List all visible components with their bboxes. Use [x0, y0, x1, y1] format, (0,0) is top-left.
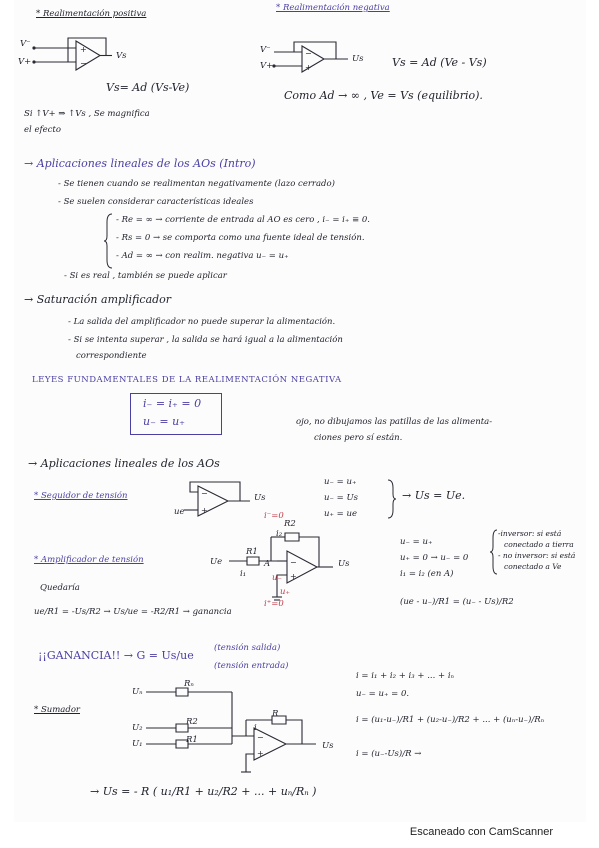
summing-amplifier-diagram	[146, 680, 336, 780]
saturation-bullet-1: - La salida del amplificador no puede superar la alimentación.	[68, 317, 336, 327]
amp-uminus-label: u₋	[272, 573, 282, 583]
pos-vminus-label: V⁻	[20, 39, 31, 49]
amp-eq-4: (ue - u₋)/R1 = (u₋ - Us)/R2	[400, 597, 514, 607]
amp-ue-label: Ue	[210, 557, 223, 567]
pos-feedback-equation: Vs= Ad (Vs-Ve)	[106, 81, 190, 94]
gain-note-input: (tensión entrada)	[214, 661, 289, 671]
adder-r1-label: R1	[186, 735, 198, 745]
gain-note-output: (tensión salida)	[214, 643, 281, 653]
follower-brace	[386, 478, 396, 520]
amp-eq-3: i₁ = i₂ (en A)	[400, 569, 454, 579]
pos-vs-label: Vs	[116, 51, 127, 61]
negative-feedback-title: * Realimentación negativa	[276, 3, 390, 13]
positive-feedback-title: * Realimentación positiva	[36, 9, 147, 19]
adder-eq-1: i = i₁ + i₂ + i₃ + ... + iₙ	[356, 671, 454, 681]
amp-note-1: -inversor: si está	[498, 529, 562, 538]
adder-final-formula: → Us = - R ( u₁/R1 + u₂/R2 + ... + uₙ/Rₙ )	[90, 785, 317, 798]
laws-aside-1: ojo, no dibujamos las patillas de las alimenta-	[296, 417, 493, 427]
law-currents: i₋ = i₊ = 0	[143, 397, 202, 410]
laws-title: LEYES FUNDAMENTALES DE LA REALIMENTACIÓN NEGATIVA	[32, 375, 342, 385]
follower-title: * Seguidor de tensión	[34, 491, 128, 501]
intro-title: → Aplicaciones lineales de los AOs (Intro)	[24, 157, 256, 170]
amp-eq-1: u₋ = u₊	[400, 537, 433, 547]
neg-vminus-label: V⁻	[260, 45, 271, 55]
svg-text:−: −	[257, 733, 264, 742]
svg-text:+: +	[305, 63, 312, 72]
follower-eq-3: u₊ = ue	[324, 509, 357, 519]
amp-uplus-label: u₊	[280, 587, 290, 597]
intro-ideal-2: - Rs = 0 → se comporta como una fuente ideal de tensión.	[116, 233, 365, 243]
amp-i1-label: i₁	[240, 569, 247, 579]
adder-r-label: R	[272, 709, 279, 719]
amp-r1-label: R1	[246, 547, 258, 557]
adder-title: * Sumador	[34, 705, 80, 715]
svg-text:−: −	[290, 558, 297, 567]
follower-us-label: Us	[254, 493, 266, 503]
scanner-watermark: Escaneado con CamScanner	[409, 826, 553, 838]
saturation-bullet-3: correspondiente	[76, 351, 147, 361]
amp-iplus-note: i⁺=0	[264, 599, 284, 609]
adder-eq-4: i = (u₋-Us)/R →	[356, 749, 422, 759]
adder-eq-3: i = (u₁-u₋)/R1 + (u₂-u₋)/R2 + ... + (uₙ-u₋)/Rₙ	[356, 715, 545, 725]
intro-ideal-1: - Re = ∞ → corriente de entrada al AO es cero , i₋ = i₊ ≡ 0.	[116, 215, 370, 225]
laws-box	[130, 393, 222, 435]
adder-un-label: Uₙ	[132, 687, 143, 697]
adder-u2-label: U₂	[132, 723, 143, 733]
svg-text:−: −	[305, 49, 312, 58]
neg-us-label: Us	[352, 54, 364, 64]
positive-feedback-opamp-diagram	[24, 36, 124, 76]
follower-ue-label: ue	[174, 507, 185, 517]
pos-observation-line1: Si ↑V+ ⇒ ↑Vs , Se magnifica	[24, 109, 150, 119]
amp-iminus-note: i⁻=0	[264, 511, 284, 521]
svg-text:−: −	[201, 489, 208, 498]
intro-brace	[104, 212, 114, 270]
saturation-title: → Saturación amplificador	[24, 293, 172, 306]
amplifier-title: * Amplificador de tensión	[34, 555, 144, 565]
adder-us-label: Us	[322, 741, 334, 751]
amp-us-label: Us	[338, 559, 350, 569]
apps-title: → Aplicaciones lineales de los AOs	[28, 457, 220, 470]
amp-note-3: - no inversor: si está	[498, 551, 576, 560]
amp-node-a-label: A	[264, 559, 271, 569]
svg-text:+: +	[201, 506, 208, 515]
follower-eq-1: u₋ = u₊	[324, 477, 357, 487]
follower-result: → Us = Ue.	[402, 489, 466, 502]
law-voltages: u₋ = u₊	[143, 415, 185, 428]
adder-eq-2: u₋ = u₊ = 0.	[356, 689, 410, 699]
svg-text:+: +	[257, 749, 264, 758]
pos-observation-line2: el efecto	[24, 125, 61, 135]
neg-feedback-equation: Vs = Ad (Ve - Vs)	[392, 56, 487, 69]
amp-eq-2: u₊ = 0 → u₋ = 0	[400, 553, 469, 563]
svg-text:+: +	[80, 45, 87, 54]
amp-i2-label: i₂	[276, 529, 283, 539]
adder-r2-label: R2	[186, 717, 198, 727]
amp-note-2: conectado a tierra	[504, 540, 574, 549]
intro-bullet-3: - Si es real , también se puede aplicar	[64, 271, 227, 281]
neg-vplus-label: V+	[260, 61, 274, 71]
intro-bullet-1: - Se tienen cuando se realimentan negativamente (lazo cerrado)	[58, 179, 335, 189]
adder-rn-label: Rₙ	[184, 679, 194, 689]
saturation-bullet-2: - Si se intenta superar , la salida se hará igual a la alimentación	[68, 335, 343, 345]
scanned-notes-page	[14, 0, 586, 822]
adder-i-label: i	[254, 723, 257, 733]
amp-gain-formula: ue/R1 = -Us/R2 → Us/ue = -R2/R1 → ganancia	[34, 607, 232, 617]
amp-quedaria: Quedaría	[40, 583, 80, 593]
adder-u1-label: U₁	[132, 739, 143, 749]
laws-aside-2: ciones pero sí están.	[314, 433, 403, 443]
intro-ideal-3: - Ad = ∞ → con realim. negativa u₋ = u₊	[116, 251, 289, 261]
pos-vplus-label: V+	[18, 57, 32, 67]
gain-definition: ¡¡GANANCIA!! → G = Us/ue	[38, 649, 194, 662]
amp-brace	[490, 528, 498, 576]
svg-text:+: +	[290, 572, 297, 581]
neg-feedback-condition: Como Ad → ∞ , Ve = Vs (equilibrio).	[284, 89, 483, 102]
svg-text:−: −	[80, 59, 87, 68]
follower-eq-2: u₋ = Us	[324, 493, 359, 503]
amp-r2-label: R2	[284, 519, 296, 529]
intro-bullet-2: - Se suelen considerar características ideales	[58, 197, 254, 207]
amp-note-4: conectado a Ve	[504, 562, 562, 571]
negative-feedback-opamp-diagram	[262, 40, 382, 80]
